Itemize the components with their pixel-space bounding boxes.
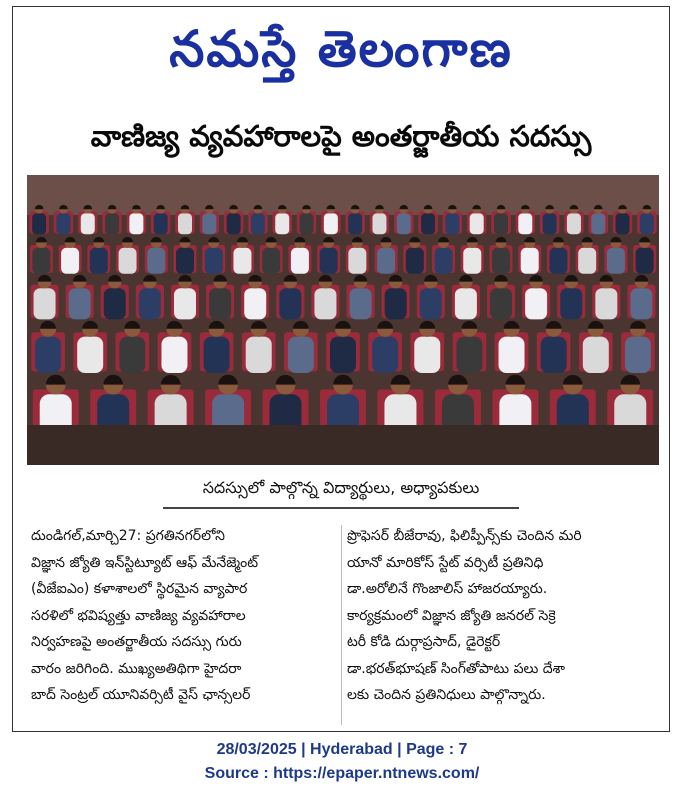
attendee-body	[625, 337, 651, 373]
attendee-body	[233, 248, 251, 274]
attendee-body	[81, 213, 95, 234]
attendee-body	[385, 288, 407, 319]
attendee-body	[397, 213, 411, 234]
attendee-body	[372, 213, 386, 234]
attendee-body	[279, 288, 301, 319]
attendee-body	[251, 213, 265, 234]
article-headline: వాణిజ్య వ్యవహారాలపై అంతర్జాతీయ సదస్సు	[90, 119, 592, 153]
attendee-body	[348, 248, 366, 274]
attendee-body	[119, 248, 137, 274]
audience-photo-illustration	[27, 175, 659, 465]
attendee-body	[607, 248, 625, 274]
article-line: విజ్ఞాన జ్యోతి ఇన్‌స్టిట్యూట్ ఆఫ్ మేనేజ్మెంట్	[31, 554, 259, 571]
attendee-body	[330, 337, 356, 373]
attendee-body	[616, 213, 630, 234]
article-line: ప్రొఫెసర్ బీజేరావు, ఫిలిప్పీన్స్‌కు చెందిన మరి	[347, 528, 582, 544]
attendee-body	[147, 248, 165, 274]
attendee-body	[174, 288, 196, 319]
attendee-body	[129, 213, 143, 234]
attendee-body	[204, 337, 230, 373]
caption-underline	[163, 507, 519, 509]
attendee-body	[77, 337, 103, 373]
attendee-body	[455, 288, 477, 319]
attendee-body	[636, 248, 654, 274]
attendee-body	[90, 248, 108, 274]
attendee-body	[421, 213, 435, 234]
attendee-body	[456, 337, 482, 373]
attendee-body	[61, 248, 79, 274]
attendee-body	[470, 213, 484, 234]
article-line: నిర్వహణపై అంతర్జాతీయ సదస్సు గురు	[31, 634, 242, 650]
attendee-body	[591, 213, 605, 234]
attendee-body	[246, 337, 272, 373]
attendee-body	[406, 248, 424, 274]
attendee-body	[499, 337, 525, 373]
attendee-body	[119, 337, 145, 373]
article-column-left	[31, 523, 336, 709]
attendee-body	[161, 337, 187, 373]
article-line: డా.భరత్‌భూషణ్ సింగ్‌తోపాటు పలు దేశా	[347, 660, 565, 677]
article-line: కార్యక్రమంలో విజ్ఞాన జ్యోతి జనరల్ సెక్రె	[347, 607, 556, 624]
clipping-frame	[12, 6, 670, 732]
article-line: డా.అరోలినే గొంజాలిస్ హాజరయ్యారు.	[347, 581, 548, 597]
attendee-body	[202, 213, 216, 234]
attendee-body	[560, 288, 582, 319]
attendee-body	[324, 213, 338, 234]
article-line: సరళిలో భవిష్యత్తు వాణిజ్య వ్యవహారాల	[31, 607, 246, 624]
attendee-body	[350, 288, 372, 319]
attendee-body	[275, 213, 289, 234]
newspaper-masthead: నమస్తే తెలంగాణ	[169, 19, 513, 78]
attendee-body	[209, 288, 231, 319]
attendee-body	[567, 213, 581, 234]
footer-date-edition: 28/03/2025 | Hyderabad | Page : 7	[216, 741, 468, 758]
attendee-body	[445, 213, 459, 234]
attendee-body	[34, 288, 56, 319]
attendee-body	[521, 248, 539, 274]
attendee-body	[178, 213, 192, 234]
attendee-body	[104, 288, 126, 319]
attendee-body	[414, 337, 440, 373]
attendee-body	[463, 248, 481, 274]
attendee-body	[640, 213, 654, 234]
attendee-body	[69, 288, 91, 319]
attendee-body	[56, 213, 70, 234]
article-line: టరీ కోడి దుర్గాప్రసాద్, డైరెక్టర్	[347, 634, 501, 650]
attendee-body	[420, 288, 442, 319]
attendee-body	[630, 288, 652, 319]
article-photo	[27, 175, 659, 465]
article-line: లకు చెందిన ప్రతినిధులు పాల్గొన్నారు.	[347, 687, 546, 703]
attendee-body	[139, 288, 161, 319]
attendee-body	[543, 213, 557, 234]
attendee-body	[348, 213, 362, 234]
attendee-body	[176, 248, 194, 274]
footer-source-link[interactable]: Source : https://epaper.ntnews.com/	[204, 765, 480, 782]
attendee-body	[595, 288, 617, 319]
attendee-body	[227, 213, 241, 234]
attendee-body	[35, 337, 61, 373]
attendee-body	[525, 288, 547, 319]
attendee-body	[541, 337, 567, 373]
attendee-body	[154, 213, 168, 234]
attendee-body	[492, 248, 510, 274]
attendee-body	[32, 248, 50, 274]
attendee-body	[262, 248, 280, 274]
attendee-body	[372, 337, 398, 373]
attendee-body	[291, 248, 309, 274]
attendee-body	[32, 213, 46, 234]
attendee-body	[578, 248, 596, 274]
article-line: (వీజేఐఎం) కళాశాలలో స్థిరమైన వ్యాపార	[31, 581, 248, 597]
attendee-body	[549, 248, 567, 274]
attendee-body	[494, 213, 508, 234]
attendee-body	[205, 248, 223, 274]
photo-caption: సదస్సులో పాల్గొన్న విద్యార్థులు, అధ్యాపకులు	[202, 478, 480, 497]
attendee-body	[377, 248, 395, 274]
attendee-body	[300, 213, 314, 234]
column-divider	[341, 525, 342, 725]
attendee-body	[314, 288, 336, 319]
attendee-body	[105, 213, 119, 234]
attendee-body	[320, 248, 338, 274]
article-line: బాద్ సెంట్రల్ యూనివర్సిటీ వైస్ ఛాన్సలర్	[31, 687, 251, 703]
article-line: వారం జరిగింది. ముఖ్యఅతిథిగా హైదరా	[31, 660, 242, 677]
attendee-body	[435, 248, 453, 274]
article-column-right	[347, 523, 652, 709]
article-line: యానో మారికోస్ స్టేట్ వర్సిటీ ప్రతినిధి	[347, 554, 544, 571]
attendee-body	[583, 337, 609, 373]
attendee-body	[490, 288, 512, 319]
attendee-body	[244, 288, 266, 319]
attendee-body	[518, 213, 532, 234]
article-line: దుండిగల్,మార్చి27: ప్రగతినగర్‌లోని	[31, 528, 225, 544]
attendee-body	[288, 337, 314, 373]
